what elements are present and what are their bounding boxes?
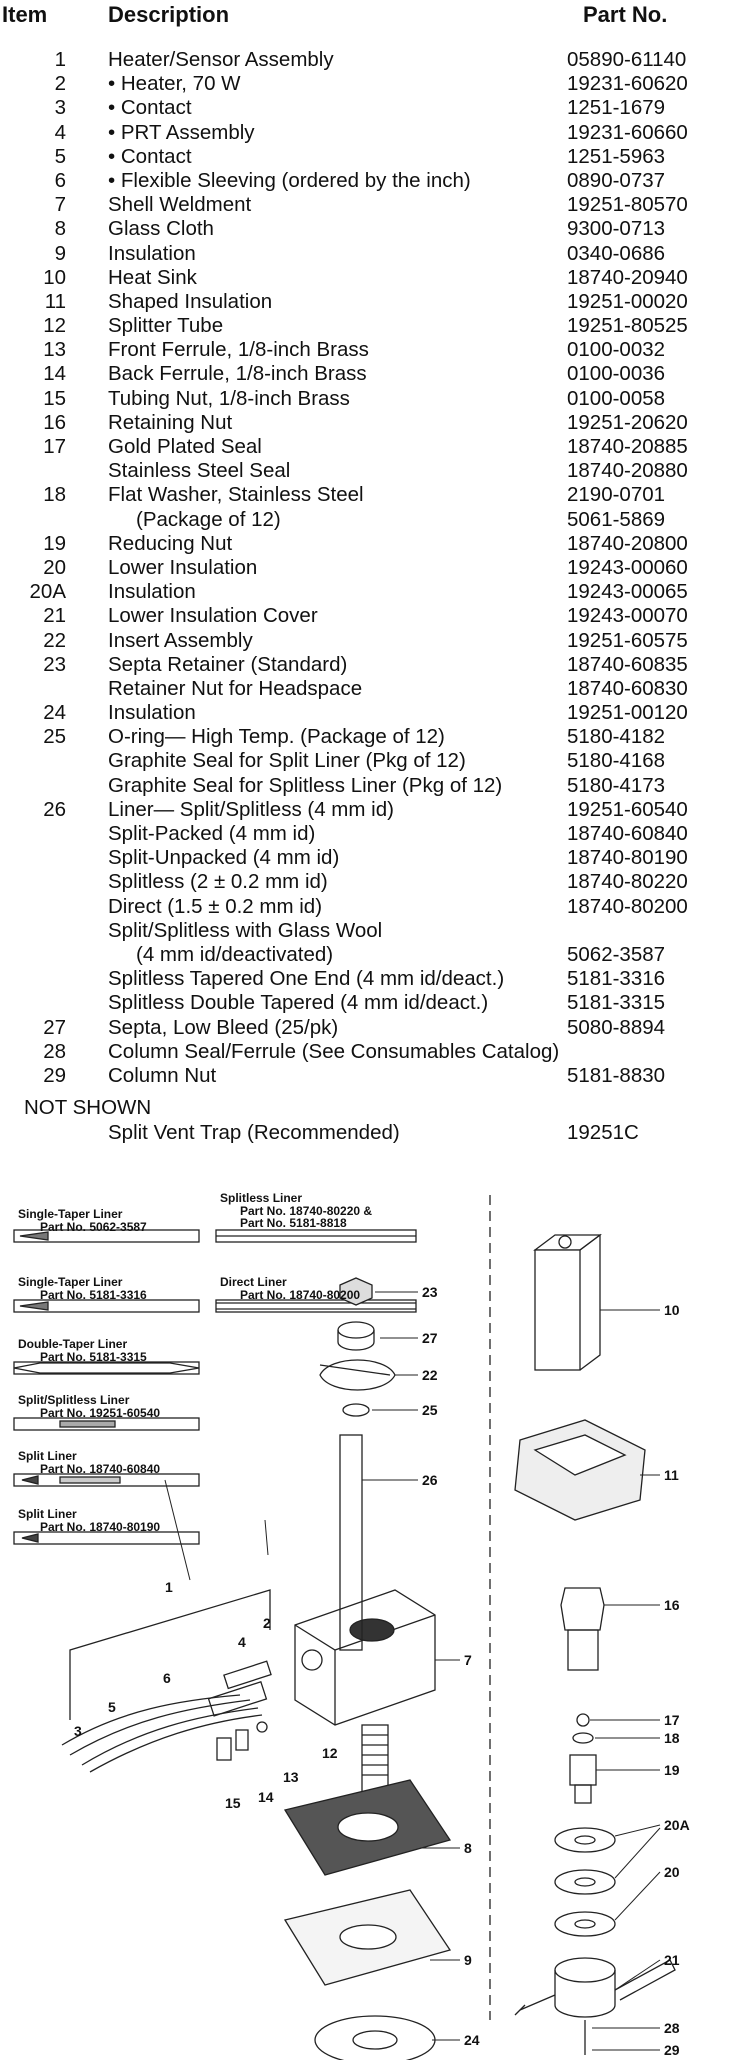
callout-24: 24 xyxy=(464,2032,480,2048)
item-description: Graphite Seal for Split Liner (Pkg of 12) xyxy=(108,749,466,773)
part-number: 0340-0686 xyxy=(567,241,666,265)
part-number: 18740-60830 xyxy=(567,676,688,700)
item-description: Insulation xyxy=(108,241,196,265)
item-description: Gold Plated Seal xyxy=(108,435,262,458)
callout-13: 13 xyxy=(283,1769,299,1785)
item-description: Split-Unpacked (4 mm id) xyxy=(108,846,340,870)
callout-5: 5 xyxy=(108,1699,116,1715)
item-number: 14 xyxy=(43,362,66,386)
part-number: 19251-80525 xyxy=(567,314,688,338)
callout-3: 3 xyxy=(74,1723,82,1739)
part-number: 19251-20620 xyxy=(567,410,688,434)
header-part-no: Part No. xyxy=(583,2,668,27)
part-number: 18740-20880 xyxy=(567,459,688,483)
item-number: 17 xyxy=(43,435,66,458)
liner-label-part: Part No. 5181-8818 xyxy=(240,1216,347,1230)
item-number: 11 xyxy=(44,289,66,313)
part-number: 18740-80220 xyxy=(567,870,688,894)
parts-row xyxy=(0,629,730,653)
parts-row xyxy=(0,701,730,725)
item-description: Heater/Sensor Assembly xyxy=(108,48,334,71)
item-number: 18 xyxy=(43,483,66,507)
item-number: 20A xyxy=(29,580,66,604)
part-number: 5181-8830 xyxy=(567,1063,666,1087)
part-number: 19251-60575 xyxy=(567,628,688,652)
parts-row xyxy=(0,991,730,1015)
item-number: 20 xyxy=(43,555,66,579)
exploded-parts-diagram xyxy=(0,1160,730,2060)
part-number: 19243-00065 xyxy=(567,580,688,604)
item-description: • Flexible Sleeving (ordered by the inch) xyxy=(108,168,471,192)
item-description: O-ring— High Temp. (Package of 12) xyxy=(108,725,445,749)
item-description: Split-Packed (4 mm id) xyxy=(108,822,316,845)
heat-sink xyxy=(535,1235,600,1370)
parts-row xyxy=(0,435,730,459)
liner-label-title: Splitless Liner xyxy=(220,1191,303,1205)
callout-8: 8 xyxy=(464,1840,472,1856)
parts-row xyxy=(0,96,730,120)
liner-label-part: Part No. 18740-80190 xyxy=(40,1520,161,1534)
callout-22: 22 xyxy=(422,1367,438,1383)
item-description: Retaining Nut xyxy=(108,410,233,434)
item-description: Septa Retainer (Standard) xyxy=(108,652,348,676)
item-description: Shell Weldment xyxy=(108,193,252,217)
not-shown-heading: NOT SHOWN xyxy=(24,1096,152,1119)
part-number: 0100-0058 xyxy=(567,386,666,410)
item-number: 10 xyxy=(43,265,66,289)
parts-row xyxy=(0,145,730,169)
parts-row xyxy=(0,870,730,894)
item-number: 26 xyxy=(43,797,66,821)
part-number: 19231-60660 xyxy=(567,120,688,144)
parts-row xyxy=(0,266,730,290)
item-number: 28 xyxy=(43,1039,66,1063)
item-description: • Contact xyxy=(108,144,192,168)
not-shown-row xyxy=(0,1121,730,1145)
parts-list xyxy=(0,48,730,1088)
item-description: Direct (1.5 ± 0.2 mm id) xyxy=(108,894,323,918)
parts-row xyxy=(0,943,730,967)
callout-12: 12 xyxy=(322,1745,338,1761)
item-description: Splitter Tube xyxy=(108,314,224,338)
callout-15: 15 xyxy=(225,1795,241,1811)
callout-20: 20 xyxy=(664,1864,680,1880)
parts-row xyxy=(0,677,730,701)
item-number: 6 xyxy=(54,168,66,192)
item-number: 5 xyxy=(54,144,66,168)
liner-label-part: Part No. 5062-3587 xyxy=(40,1220,147,1234)
liner-label-part: Part No. 19251-60540 xyxy=(40,1406,161,1420)
parts-row xyxy=(0,749,730,773)
item-number: 25 xyxy=(43,725,66,749)
not-shown-part: 19251C xyxy=(567,1121,639,1144)
liner-label-part: Part No. 18740-80200 xyxy=(240,1288,361,1302)
item-description: Splitless (2 ± 0.2 mm id) xyxy=(108,870,328,894)
item-description: Column Nut xyxy=(108,1063,217,1087)
part-number: 19243-00070 xyxy=(567,604,688,628)
parts-row xyxy=(0,895,730,919)
part-number: 0100-0032 xyxy=(567,338,666,362)
item-description: Split/Splitless with Glass Wool xyxy=(108,918,383,942)
parts-row xyxy=(0,121,730,145)
right-stack xyxy=(515,1588,675,2055)
parts-row xyxy=(0,242,730,266)
callout-11: 11 xyxy=(664,1467,679,1483)
liner-label-part: Part No. 5181-3315 xyxy=(40,1350,147,1364)
parts-row xyxy=(0,1016,730,1040)
callout-23: 23 xyxy=(422,1284,438,1300)
item-description: Heat Sink xyxy=(108,265,197,289)
item-number: 4 xyxy=(54,120,66,144)
parts-row xyxy=(0,217,730,241)
parts-row xyxy=(0,774,730,798)
parts-row xyxy=(0,338,730,362)
callout-4: 4 xyxy=(238,1634,246,1650)
callout-9: 9 xyxy=(464,1952,472,1968)
parts-row xyxy=(0,1064,730,1088)
item-description: (4 mm id/deactivated) xyxy=(136,942,334,966)
callout-29: 29 xyxy=(664,2042,680,2058)
part-number: 0100-0036 xyxy=(567,362,666,386)
part-number: 5180-4182 xyxy=(567,725,666,749)
item-description: • Heater, 70 W xyxy=(108,72,241,96)
callout-1: 1 xyxy=(165,1579,173,1595)
part-number: 5181-3315 xyxy=(567,991,666,1015)
part-number: 5062-3587 xyxy=(567,942,666,966)
not-shown-description: Split Vent Trap (Recommended) xyxy=(108,1121,400,1144)
callout-21: 21 xyxy=(664,1952,680,1968)
callout-19: 19 xyxy=(664,1762,680,1778)
header-item: Item xyxy=(2,2,48,27)
item-number: 13 xyxy=(43,338,66,362)
callout-10: 10 xyxy=(664,1302,680,1318)
part-number: 5180-4173 xyxy=(567,773,666,797)
parts-row xyxy=(0,411,730,435)
liner-label-title: Split Liner xyxy=(18,1449,77,1463)
part-number: 19251-60540 xyxy=(567,797,688,821)
item-number: 29 xyxy=(43,1063,66,1087)
part-number: 18740-80190 xyxy=(567,846,688,870)
part-number: 18740-60840 xyxy=(567,822,688,845)
part-number: 0890-0737 xyxy=(567,168,666,192)
item-description: Tubing Nut, 1/8-inch Brass xyxy=(108,386,350,410)
part-number: 19251-00120 xyxy=(567,701,688,725)
parts-row xyxy=(0,822,730,846)
parts-row xyxy=(0,193,730,217)
callout-25: 25 xyxy=(422,1402,438,1418)
parts-row xyxy=(0,314,730,338)
item-description: • PRT Assembly xyxy=(108,120,255,144)
part-number: 18740-20800 xyxy=(567,531,688,555)
item-description: Insulation xyxy=(108,701,196,725)
callout-18: 18 xyxy=(664,1730,680,1746)
part-number: 9300-0713 xyxy=(567,217,666,241)
insulation-disk xyxy=(315,2016,435,2060)
item-description: Back Ferrule, 1/8-inch Brass xyxy=(108,362,367,386)
parts-row xyxy=(0,653,730,677)
part-number: 18740-80200 xyxy=(567,894,688,918)
item-number: 16 xyxy=(43,410,66,434)
parts-row xyxy=(0,72,730,96)
item-description: Reducing Nut xyxy=(108,531,233,555)
part-number: 5080-8894 xyxy=(567,1015,666,1039)
item-description: Liner— Split/Splitless (4 mm id) xyxy=(108,797,394,821)
liner-label-part: Part No. 18740-60840 xyxy=(40,1462,161,1476)
part-number: 19251-00020 xyxy=(567,289,688,313)
callout-6: 6 xyxy=(163,1670,171,1686)
parts-row xyxy=(0,556,730,580)
parts-row xyxy=(0,362,730,386)
item-description: Lower Insulation Cover xyxy=(108,604,318,628)
parts-row xyxy=(0,387,730,411)
parts-row xyxy=(0,1040,730,1064)
part-number: 05890-61140 xyxy=(567,48,687,71)
callout-28: 28 xyxy=(664,2020,680,2036)
item-number: 24 xyxy=(43,701,66,725)
parts-row xyxy=(0,532,730,556)
part-number: 18740-60835 xyxy=(567,652,688,676)
item-description: Column Seal/Ferrule (See Consumables Catalog) xyxy=(108,1039,560,1063)
item-description: Shaped Insulation xyxy=(108,289,273,313)
item-description: (Package of 12) xyxy=(136,507,281,531)
callout-20a: 20A xyxy=(664,1817,690,1833)
part-number: 5180-4168 xyxy=(567,749,666,773)
part-number: 19243-00060 xyxy=(567,555,688,579)
parts-row xyxy=(0,169,730,193)
item-number: 23 xyxy=(43,652,66,676)
item-description: Insulation xyxy=(108,580,196,604)
parts-row xyxy=(0,846,730,870)
parts-row xyxy=(0,290,730,314)
liner-label-part: Part No. 5181-3316 xyxy=(40,1288,147,1302)
part-number: 2190-0701 xyxy=(567,483,666,507)
item-number: 27 xyxy=(43,1015,66,1039)
callout-26: 26 xyxy=(422,1472,438,1488)
part-number: 18740-20885 xyxy=(567,435,688,458)
parts-row xyxy=(0,508,730,532)
item-description: Lower Insulation xyxy=(108,555,258,579)
parts-row xyxy=(0,580,730,604)
liner-label-part: Part No. 18740-80220 & xyxy=(240,1204,373,1218)
item-description: Retainer Nut for Headspace xyxy=(108,676,363,700)
item-description: Splitless Double Tapered (4 mm id/deact.) xyxy=(108,991,489,1015)
item-number: 7 xyxy=(54,193,66,217)
item-number: 22 xyxy=(43,628,66,652)
item-description: Stainless Steel Seal xyxy=(108,459,291,483)
callout-27: 27 xyxy=(422,1330,438,1346)
item-description: Flat Washer, Stainless Steel xyxy=(108,483,364,507)
part-number: 1251-1679 xyxy=(567,96,666,120)
callout-7: 7 xyxy=(464,1652,472,1668)
item-description: • Contact xyxy=(108,96,192,120)
item-number: 12 xyxy=(43,314,66,338)
item-number: 15 xyxy=(43,386,66,410)
item-number: 21 xyxy=(43,604,66,628)
item-description: Front Ferrule, 1/8-inch Brass xyxy=(108,338,369,362)
parts-row xyxy=(0,48,730,72)
liner-label-title: Split Liner xyxy=(18,1507,77,1521)
callout-17: 17 xyxy=(664,1712,680,1728)
item-number: 9 xyxy=(54,241,66,265)
callout-2: 2 xyxy=(263,1615,271,1631)
item-description: Graphite Seal for Splitless Liner (Pkg of 12) xyxy=(108,773,503,797)
item-number: 2 xyxy=(54,72,66,96)
part-number: 19231-60620 xyxy=(567,72,688,96)
part-number: 5181-3316 xyxy=(567,967,666,991)
item-number: 3 xyxy=(54,96,66,120)
part-number: 5061-5869 xyxy=(567,507,666,531)
liner-label-title: Double-Taper Liner xyxy=(18,1337,128,1351)
parts-row xyxy=(0,604,730,628)
item-description: Splitless Tapered One End (4 mm id/deact.) xyxy=(108,967,505,991)
shell-weldment xyxy=(295,1590,435,1795)
parts-row xyxy=(0,919,730,943)
header-description: Description xyxy=(108,2,230,27)
parts-row xyxy=(0,459,730,483)
item-description: Insert Assembly xyxy=(108,628,253,652)
parts-row xyxy=(0,798,730,822)
item-number: 1 xyxy=(54,48,66,71)
callout-14: 14 xyxy=(258,1789,274,1805)
item-number: 8 xyxy=(54,217,66,241)
part-number: 19251-80570 xyxy=(567,193,688,217)
callout-16: 16 xyxy=(664,1597,680,1613)
liner-label-title: Single-Taper Liner xyxy=(18,1275,123,1289)
part-number: 18740-20940 xyxy=(567,265,688,289)
item-number: 19 xyxy=(43,531,66,555)
parts-row xyxy=(0,967,730,991)
liner-label-title: Single-Taper Liner xyxy=(18,1207,123,1221)
item-description: Glass Cloth xyxy=(108,217,214,241)
part-number: 1251-5963 xyxy=(567,144,666,168)
liner-label-title: Direct Liner xyxy=(220,1275,287,1289)
item-description: Septa, Low Bleed (25/pk) xyxy=(108,1015,339,1039)
liner-label-title: Split/Splitless Liner xyxy=(18,1393,130,1407)
parts-row xyxy=(0,483,730,507)
parts-row xyxy=(0,725,730,749)
